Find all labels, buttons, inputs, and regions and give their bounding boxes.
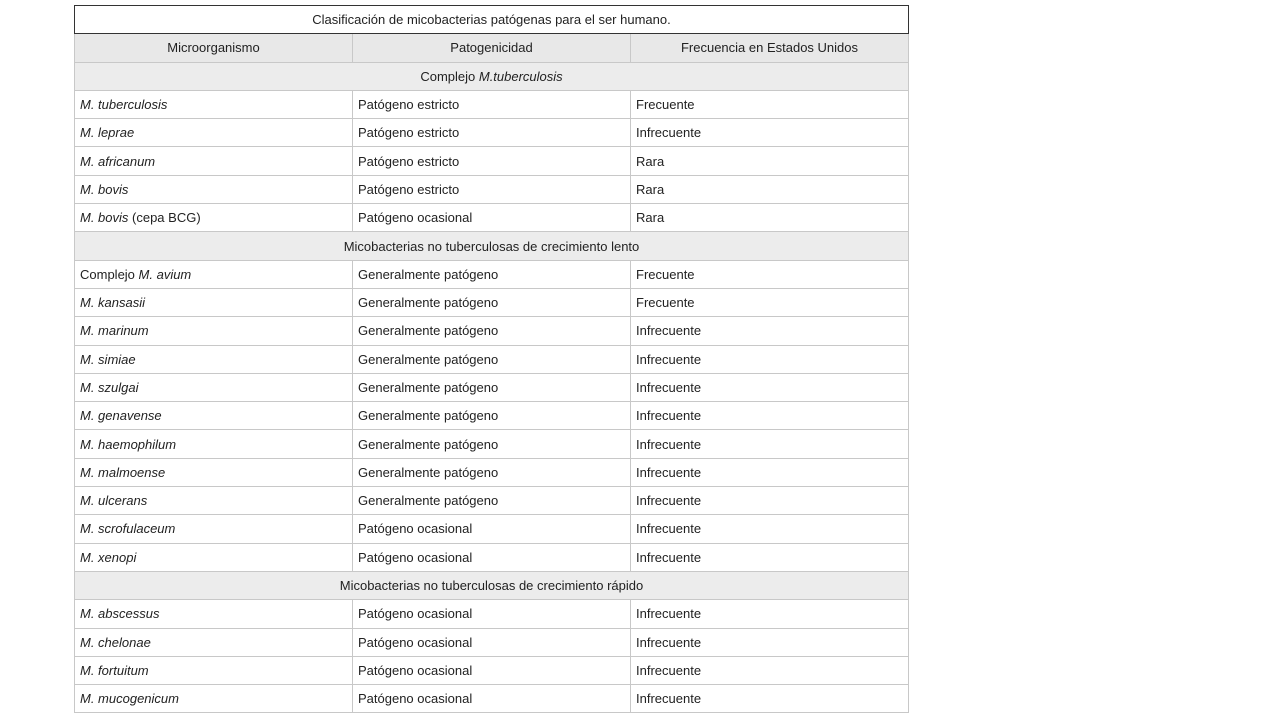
- frequency-cell: Frecuente: [631, 288, 909, 316]
- section-row: [75, 232, 909, 260]
- species-name-text: M. chelonae: [80, 634, 151, 650]
- frequency-cell: Infrecuente: [631, 458, 909, 486]
- frequency-cell: Rara: [631, 204, 909, 232]
- table-row: [75, 600, 909, 628]
- table-row: [75, 685, 909, 713]
- pathogenicity-cell: Patógeno ocasional: [353, 628, 631, 656]
- table-row: [75, 345, 909, 373]
- table-row: [75, 402, 909, 430]
- organism-cell: [75, 204, 353, 232]
- species-name-text: M. abscessus: [80, 606, 160, 622]
- table-row: [75, 175, 909, 203]
- species-name-text: M. marinum: [80, 323, 149, 339]
- organism-cell: [75, 402, 353, 430]
- species-name-text: M. mucogenicum: [80, 691, 179, 707]
- organism-cell: [75, 345, 353, 373]
- frequency-cell: Frecuente: [631, 90, 909, 118]
- column-header-pathogenicity: Patogenicidad: [353, 34, 631, 62]
- pathogenicity-cell: Generalmente patógeno: [353, 458, 631, 486]
- pathogenicity-cell: Patógeno ocasional: [353, 656, 631, 684]
- organism-cell: [75, 260, 353, 288]
- frequency-cell: Infrecuente: [631, 487, 909, 515]
- pathogenicity-cell: Generalmente patógeno: [353, 288, 631, 316]
- species-name-text: M. xenopi: [80, 549, 137, 565]
- frequency-cell: Infrecuente: [631, 656, 909, 684]
- organism-cell: [75, 685, 353, 713]
- organism-cell: [75, 373, 353, 401]
- plain-text: Micobacterias no tuberculosas de crecimiento rápido: [339, 578, 644, 594]
- table-row: [75, 458, 909, 486]
- species-name-text: M. genavense: [80, 408, 162, 424]
- table-row: [75, 487, 909, 515]
- table-row: [75, 656, 909, 684]
- table-body: [75, 6, 909, 713]
- pathogenicity-cell: Generalmente patógeno: [353, 487, 631, 515]
- species-name-text: M. haemophilum: [80, 436, 177, 452]
- frequency-cell: Infrecuente: [631, 685, 909, 713]
- pathogenicity-cell: Patógeno estricto: [353, 175, 631, 203]
- table-row: [75, 204, 909, 232]
- organism-cell: [75, 543, 353, 571]
- frequency-cell: Rara: [631, 147, 909, 175]
- species-name-text: M. malmoense: [80, 464, 166, 480]
- frequency-cell: Infrecuente: [631, 345, 909, 373]
- section-row: [75, 62, 909, 90]
- species-name-text: M. africanum: [80, 153, 156, 169]
- column-header-frequency: Frecuencia en Estados Unidos: [631, 34, 909, 62]
- frequency-cell: Infrecuente: [631, 600, 909, 628]
- organism-cell: [75, 175, 353, 203]
- frequency-cell: Infrecuente: [631, 373, 909, 401]
- pathogenicity-cell: Patógeno estricto: [353, 119, 631, 147]
- organism-cell: [75, 656, 353, 684]
- table-row: [75, 147, 909, 175]
- organism-cell: [75, 317, 353, 345]
- pathogenicity-cell: Patógeno estricto: [353, 147, 631, 175]
- pathogenicity-cell: Generalmente patógeno: [353, 260, 631, 288]
- frequency-cell: Infrecuente: [631, 430, 909, 458]
- organism-cell: [75, 90, 353, 118]
- mycobacteria-table: [74, 5, 909, 713]
- pathogenicity-cell: Patógeno ocasional: [353, 204, 631, 232]
- section-header: [75, 571, 909, 599]
- plain-text: (cepa BCG): [128, 210, 201, 226]
- frequency-cell: Infrecuente: [631, 119, 909, 147]
- frequency-cell: Infrecuente: [631, 317, 909, 345]
- header-row: [75, 34, 909, 62]
- table-row: [75, 373, 909, 401]
- species-name-text: M. avium: [138, 266, 192, 282]
- table-row: [75, 288, 909, 316]
- organism-cell: [75, 487, 353, 515]
- species-name-text: M. leprae: [80, 125, 135, 141]
- table-row: [75, 260, 909, 288]
- frequency-cell: Infrecuente: [631, 402, 909, 430]
- species-name-text: M. bovis: [80, 210, 129, 226]
- species-name-text: M.tuberculosis: [478, 68, 563, 84]
- organism-cell: [75, 515, 353, 543]
- species-name-text: M. ulcerans: [80, 493, 148, 509]
- pathogenicity-cell: Patógeno ocasional: [353, 600, 631, 628]
- section-header: [75, 62, 909, 90]
- pathogenicity-cell: Patógeno ocasional: [353, 515, 631, 543]
- pathogenicity-cell: Generalmente patógeno: [353, 373, 631, 401]
- table-row: [75, 90, 909, 118]
- frequency-cell: Frecuente: [631, 260, 909, 288]
- pathogenicity-cell: Patógeno ocasional: [353, 543, 631, 571]
- frequency-cell: Infrecuente: [631, 543, 909, 571]
- species-name-text: M. scrofulaceum: [80, 521, 176, 537]
- species-name-text: M. fortuitum: [80, 662, 149, 678]
- species-name-text: M. tuberculosis: [80, 97, 168, 113]
- frequency-cell: Rara: [631, 175, 909, 203]
- species-name-text: M. bovis: [80, 181, 129, 197]
- column-header-organism: Microorganismo: [75, 34, 353, 62]
- section-row: [75, 571, 909, 599]
- plain-text: Complejo: [420, 68, 479, 84]
- plain-text: Complejo: [80, 266, 139, 282]
- table-row: [75, 515, 909, 543]
- table-row: [75, 430, 909, 458]
- pathogenicity-cell: Generalmente patógeno: [353, 317, 631, 345]
- frequency-cell: Infrecuente: [631, 628, 909, 656]
- species-name-text: M. szulgai: [80, 380, 139, 395]
- pathogenicity-cell: Generalmente patógeno: [353, 430, 631, 458]
- organism-cell: [75, 600, 353, 628]
- organism-cell: [75, 430, 353, 458]
- plain-text: Micobacterias no tuberculosas de crecimiento lento: [343, 238, 640, 254]
- organism-cell: [75, 147, 353, 175]
- title-row: [75, 6, 909, 34]
- table-title: Clasificación de micobacterias patógenas para el ser humano.: [75, 6, 909, 34]
- pathogenicity-cell: Generalmente patógeno: [353, 345, 631, 373]
- pathogenicity-cell: Patógeno ocasional: [353, 685, 631, 713]
- section-header: [75, 232, 909, 260]
- pathogenicity-cell: Patógeno estricto: [353, 90, 631, 118]
- organism-cell: [75, 458, 353, 486]
- organism-cell: [75, 288, 353, 316]
- frequency-cell: Infrecuente: [631, 515, 909, 543]
- table-row: [75, 317, 909, 345]
- species-name-text: M. simiae: [80, 351, 136, 367]
- organism-cell: [75, 628, 353, 656]
- organism-cell: [75, 119, 353, 147]
- species-name-text: M. kansasii: [80, 295, 146, 311]
- pathogenicity-cell: Generalmente patógeno: [353, 402, 631, 430]
- table-row: [75, 119, 909, 147]
- table-row: [75, 543, 909, 571]
- table-row: [75, 628, 909, 656]
